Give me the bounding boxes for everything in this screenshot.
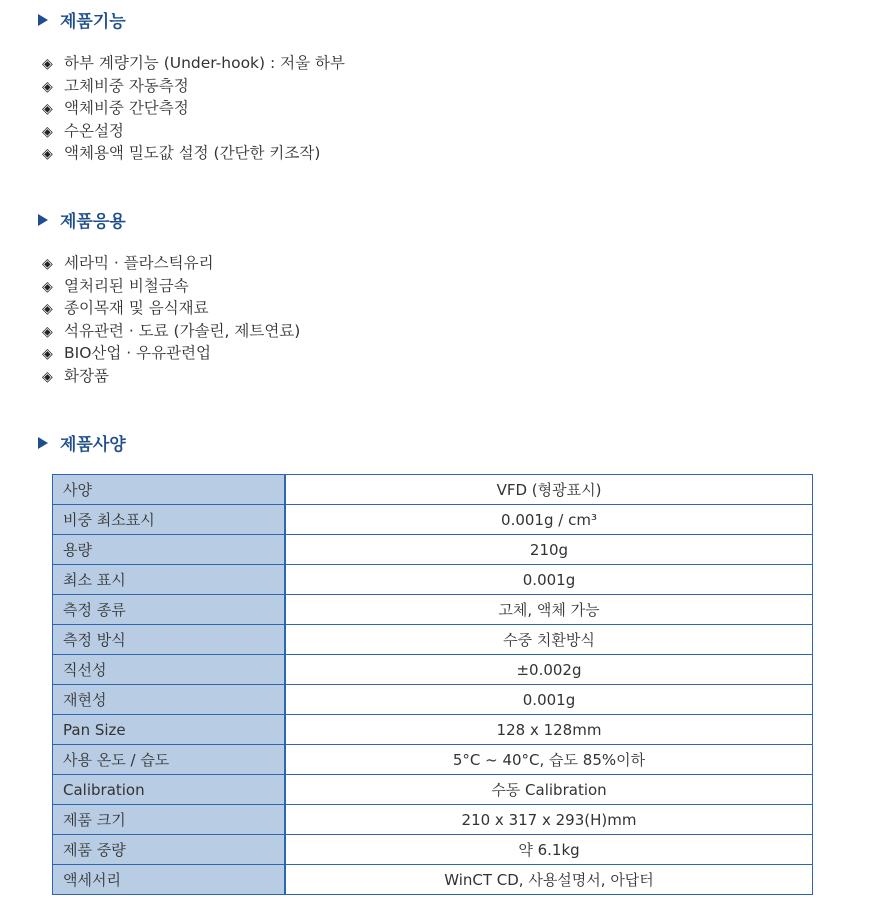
spec-label: 재현성 [53, 685, 286, 715]
section-title-applications: 제품응용 [60, 212, 126, 232]
spec-label: 측정 종류 [53, 595, 286, 625]
spec-label: 제품 중량 [53, 835, 286, 865]
table-row [53, 535, 813, 565]
table-row [53, 505, 813, 535]
spec-value: ±0.002g [285, 655, 813, 685]
spec-label: 용량 [53, 535, 286, 565]
table-row [53, 775, 813, 805]
spec-value: 수동 Calibration [285, 775, 813, 805]
list-item: ◈ BIO산업 · 우유관련업 [42, 342, 300, 365]
spec-value: 0.001g [285, 565, 813, 595]
table-row [53, 715, 813, 745]
spec-label: 액세서리 [53, 865, 286, 895]
diamond-bullet-icon: ◈ [42, 278, 53, 295]
spec-label: 사양 [53, 475, 286, 505]
spec-label: 제품 크기 [53, 805, 286, 835]
diamond-bullet-icon: ◈ [42, 123, 53, 140]
diamond-bullet-icon: ◈ [42, 323, 53, 340]
spec-value: 5°C ~ 40°C, 습도 85%이하 [285, 745, 813, 775]
list-item: ◈ 종이목재 및 음식재료 [42, 297, 300, 320]
spec-value: 128 x 128mm [285, 715, 813, 745]
diamond-bullet-icon: ◈ [42, 56, 53, 72]
spec-value: VFD (형광표시) [285, 475, 813, 505]
list-item: ◈ 열처리된 비철금속 [42, 275, 300, 298]
table-row [53, 805, 813, 835]
list-item: ◈ 하부 계량기능 (Under-hook) : 저울 하부 [42, 52, 345, 75]
applications-list [42, 252, 300, 387]
spec-label: 직선성 [53, 655, 286, 685]
section-heading-specs [38, 430, 126, 455]
spec-table [52, 474, 813, 895]
table-row [53, 685, 813, 715]
list-item: ◈ 액체비중 간단측정 [42, 97, 345, 120]
spec-value: 0.001g [285, 685, 813, 715]
diamond-bullet-icon: ◈ [42, 256, 53, 272]
spec-value: WinCT CD, 사용설명서, 아답터 [285, 865, 813, 895]
list-item: ◈ 수온설정 [42, 120, 345, 143]
list-item: ◈ 액체용액 밀도값 설정 (간단한 키조작) [42, 142, 345, 165]
section-title-specs: 제품사양 [60, 435, 126, 455]
diamond-bullet-icon: ◈ [42, 301, 53, 317]
diamond-bullet-icon: ◈ [42, 368, 53, 385]
table-row [53, 745, 813, 775]
diamond-bullet-icon: ◈ [42, 101, 53, 117]
list-item: ◈ 석유관련 · 도료 (가솔린, 제트연료) [42, 320, 300, 343]
features-list [42, 52, 345, 165]
spec-value: 210g [285, 535, 813, 565]
table-row [53, 475, 813, 505]
spec-label: Calibration [53, 775, 286, 805]
table-row [53, 655, 813, 685]
table-row [53, 595, 813, 625]
section-title-features: 제품기능 [60, 12, 126, 32]
diamond-bullet-icon: ◈ [42, 346, 53, 362]
list-item: ◈ 화장품 [42, 365, 300, 388]
spec-label: 측정 방식 [53, 625, 286, 655]
spec-label: 비중 최소표시 [53, 505, 286, 535]
spec-value: 0.001g / cm³ [285, 505, 813, 535]
spec-value: 약 6.1kg [285, 835, 813, 865]
triangle-right-icon [38, 14, 48, 26]
spec-value: 210 x 317 x 293(H)mm [285, 805, 813, 835]
list-item: ◈ 고체비중 자동측정 [42, 75, 345, 98]
spec-value: 고체, 액체 가능 [285, 595, 813, 625]
table-row [53, 865, 813, 895]
list-item: ◈ 세라믹 · 플라스틱유리 [42, 252, 300, 275]
spec-label: 최소 표시 [53, 565, 286, 595]
spec-label: 사용 온도 / 습도 [53, 745, 286, 775]
triangle-right-icon [38, 437, 48, 449]
spec-label: Pan Size [53, 715, 286, 745]
diamond-bullet-icon: ◈ [42, 78, 53, 95]
table-row [53, 835, 813, 865]
table-row [53, 565, 813, 595]
diamond-bullet-icon: ◈ [42, 146, 53, 162]
section-heading-applications [38, 207, 126, 232]
triangle-right-icon [38, 214, 48, 226]
section-heading-features [38, 7, 126, 32]
table-row [53, 625, 813, 655]
spec-value: 수중 치환방식 [285, 625, 813, 655]
